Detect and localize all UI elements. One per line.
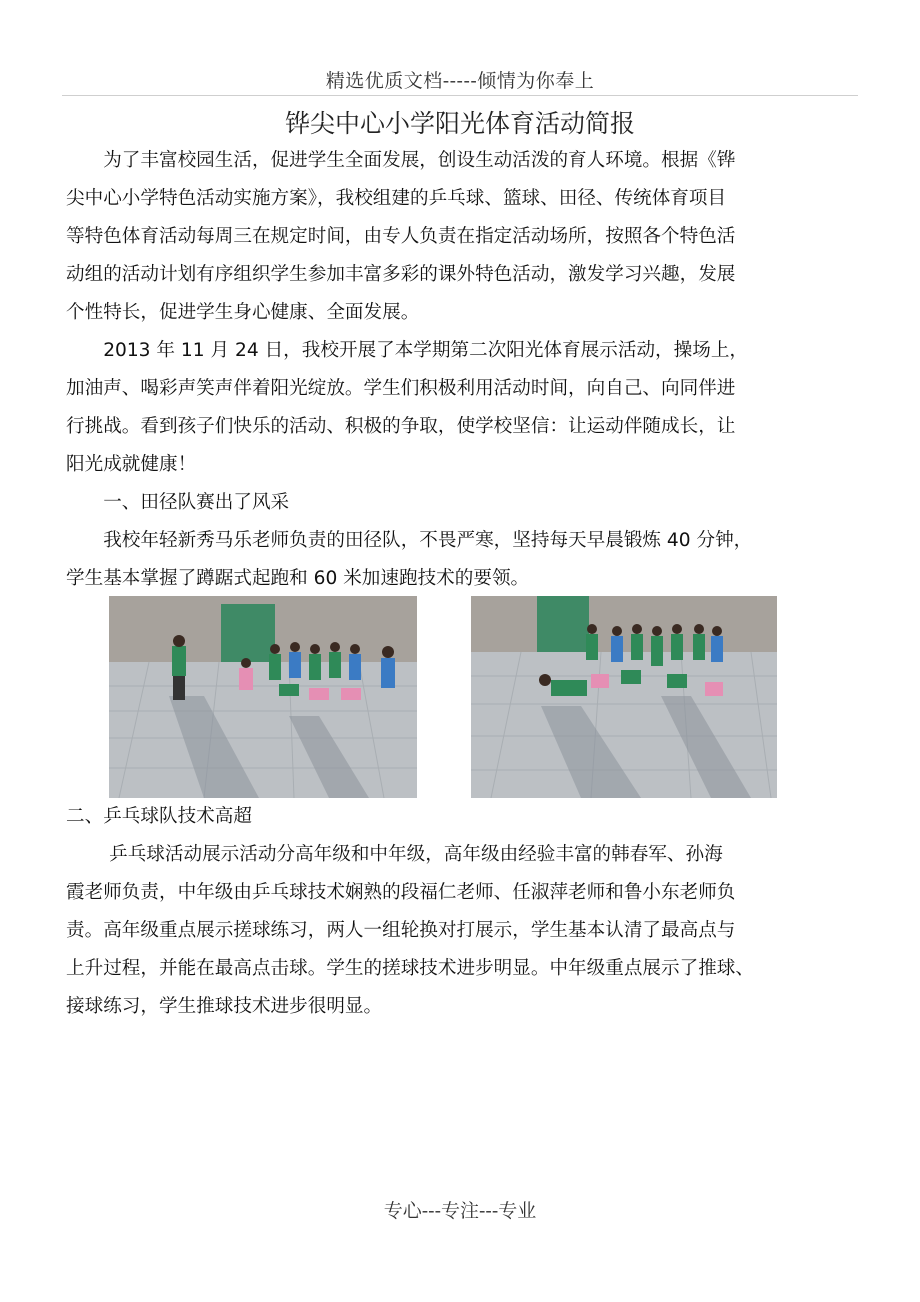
page-title: 铧尖中心小学阳光体育活动简报 <box>284 109 635 138</box>
text-line: 学生基本掌握了蹲踞式起跑和 60 米加速跑技术的要领。 <box>66 568 530 589</box>
page-footer: 专心---专注---专业 <box>383 1200 537 1222</box>
text-line: 二、乒乓球队技术高超 <box>66 806 252 827</box>
section1-paragraph <box>66 522 866 598</box>
text-line: 我校年轻新秀马乐老师负责的田径队，不畏严寒，坚持每天早晨锻炼 40 分钟， <box>66 530 753 551</box>
text-line: 尖中心小学特色活动实施方案》，我校组建的乒乓球、篮球、田径、传统体育项目 <box>66 188 727 209</box>
section1-heading <box>66 484 866 522</box>
track-team-photo-1 <box>109 596 417 798</box>
text-line: 乒乓球活动展示活动分高年级和中年级，高年级由经验丰富的韩春军、孙海 <box>66 844 723 865</box>
text-line: 加油声、喝彩声笑声伴着阳光绽放。学生们积极利用活动时间，向自己、向同伴进 <box>66 378 736 399</box>
text-line: 个性特长，促进学生身心健康、全面发展。 <box>66 302 420 323</box>
text-line: 为了丰富校园生活，促进学生全面发展，创设生动活泼的育人环境。根据《铧 <box>66 150 736 171</box>
header-rule <box>62 95 858 96</box>
text-line: 等特色体育活动每周三在规定时间，由专人负责在指定活动场所，按照各个特色活 <box>66 226 736 247</box>
section2-paragraph <box>66 836 866 1026</box>
section2-heading <box>66 798 866 836</box>
text-line: 责。高年级重点展示搓球练习，两人一组轮换对打展示，学生基本认清了最高点与 <box>66 920 736 941</box>
text-line: 一、田径队赛出了风采 <box>66 492 290 513</box>
text-line: 上升过程，并能在最高点击球。学生的搓球技术进步明显。中年级重点展示了推球、 <box>66 958 754 979</box>
page-header: 精选优质文档-----倾情为你奉上 <box>325 70 595 92</box>
text-line: 2013 年 11 月 24 日，我校开展了本学期第二次阳光体育展示活动，操场上， <box>66 340 749 361</box>
text-line: 阳光成就健康！ <box>66 454 197 475</box>
text-line: 接球练习，学生推球技术进步很明显。 <box>66 996 383 1017</box>
intro-paragraph <box>66 142 866 332</box>
text-line: 霞老师负责，中年级由乒乓球技术娴熟的段福仁老师、任淑萍老师和鲁小东老师负 <box>66 882 736 903</box>
event-paragraph <box>66 332 866 484</box>
track-team-photo-2 <box>471 596 777 798</box>
text-line: 行挑战。看到孩子们快乐的活动、积极的争取，使学校坚信：让运动伴随成长，让 <box>66 416 736 437</box>
text-line: 动组的活动计划有序组织学生参加丰富多彩的课外特色活动，激发学习兴趣，发展 <box>66 264 736 285</box>
